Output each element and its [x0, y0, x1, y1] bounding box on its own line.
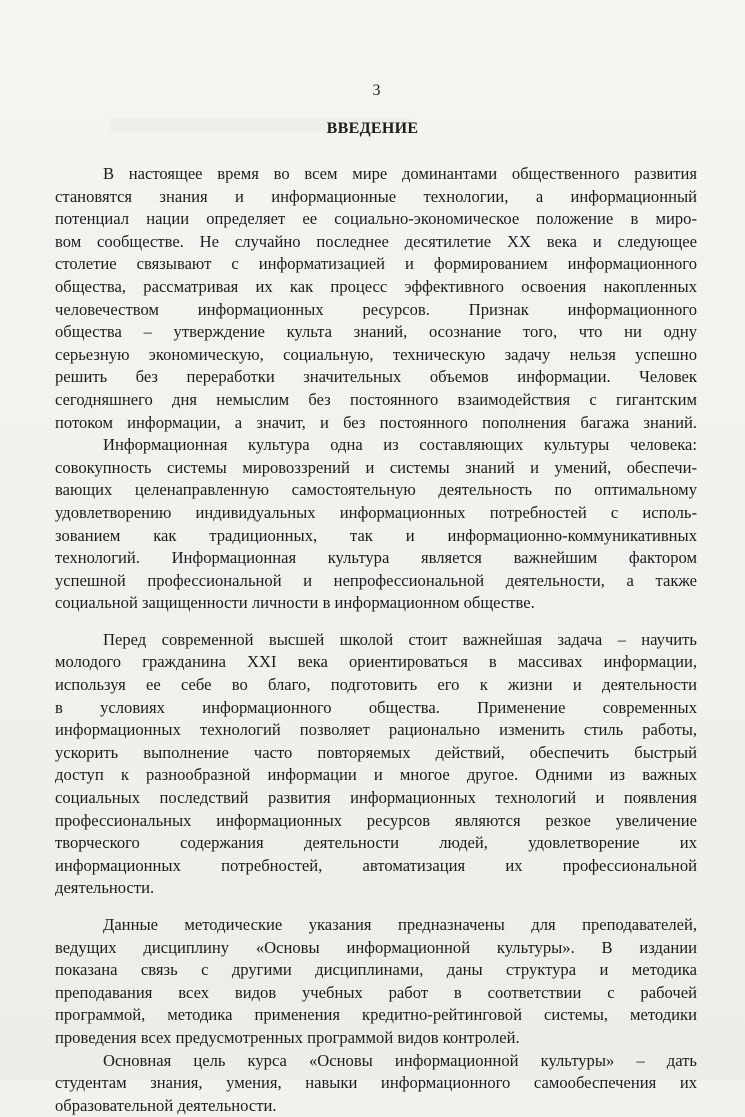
- paragraph-2: [55, 434, 697, 615]
- text-line: Перед современной высшей школой стоит важнейшая задача – научить: [103, 629, 697, 649]
- text-line: общества, рассматривая их как процесс эффективного освоения накопленных: [55, 276, 697, 296]
- text-line: вом сообществе. Не случайно последнее десятилетие XX века и следующее: [55, 231, 697, 251]
- text-line: Данные методические указания предназначены для преподавателей,: [103, 915, 697, 934]
- text-line: Основная цель курса «Основы информационной культуры» – дать: [103, 1050, 697, 1070]
- paragraph-5: [55, 1050, 697, 1117]
- text-line: ускорить выполнение часто повторяемых действий, обеспечить быстрый: [55, 742, 697, 762]
- paragraph-spacing: [55, 900, 697, 914]
- text-line: вающих целенаправленную самостоятельную деятельность по оптимальному: [55, 480, 697, 500]
- page-title: ВВЕДЕНИЕ: [326, 120, 419, 137]
- text-line: Информационная культура одна из составляющих культуры человека:: [103, 435, 697, 455]
- text-line: информационных технологий позволяет рационально изменить стиль работы,: [55, 720, 697, 740]
- text-line: успешной профессиональной и непрофессиональной деятельности, а также: [55, 570, 697, 590]
- text-line: деятельности.: [55, 878, 155, 898]
- text-line: ведущих дисциплину «Основы информационной культуры». В издании: [55, 937, 697, 957]
- text-line: решить без переработки значительных объемов информации. Человек: [55, 367, 697, 387]
- paragraph-1: [55, 163, 697, 434]
- text-line: сегодняшнего дня немыслим без постоянного взаимодействия с гигантским: [55, 389, 697, 409]
- paragraph-4: [55, 914, 697, 1050]
- text-line: молодого гражданина XXI века ориентироваться в массивах информации,: [55, 652, 697, 672]
- text-line: серьезную экономическую, социальную, техническую задачу нельзя успешно: [55, 344, 697, 364]
- text-line: преподавания всех видов учебных работ в соответствии с рабочей: [55, 982, 697, 1002]
- text-line: совокупность системы мировоззрений и системы знаний и умений, обеспечи-: [55, 457, 697, 477]
- text-line: В настоящее время во всем мире доминантами общественного развития: [103, 164, 697, 183]
- text-line: социальных последствий развития информационных технологий и появления: [55, 788, 697, 808]
- text-line: зованием как традиционных, так и информационно-коммуникативных: [55, 525, 697, 545]
- paragraph-spacing: [55, 615, 697, 629]
- text-line: удовлетворению индивидуальных информационных потребностей с исполь-: [55, 502, 697, 522]
- text-line: в условиях информационного общества. Применение современных: [55, 697, 697, 717]
- text-line: студентам знания, умения, навыки информационного самообеспечения их: [55, 1073, 697, 1093]
- text-line: человечеством информационных ресурсов. Признак информационного: [55, 299, 697, 319]
- text-line: становятся знания и информационные технологии, а информационный: [55, 186, 697, 206]
- body-text: [55, 163, 697, 1117]
- text-line: потенциал нации определяет ее социально-экономическое положение в миро-: [55, 209, 697, 229]
- text-line: общества – утверждение культа знаний, осознание того, что ни одну: [55, 322, 697, 342]
- text-line: показана связь с другими дисциплинами, даны структура и методика: [55, 960, 697, 980]
- text-line: столетие связывают с информатизацией и формированием информационного: [55, 254, 697, 274]
- text-line: социальной защищенности личности в информационном обществе.: [55, 593, 535, 613]
- text-line: программой, методика применения кредитно-рейтинговой системы, методики: [55, 1005, 697, 1025]
- text-line: доступ к разнообразной информации и многое другое. Одними из важных: [55, 765, 697, 785]
- page-number: 3: [372, 82, 381, 99]
- text-line: проведения всех предусмотренных программой видов контролей.: [55, 1027, 520, 1047]
- text-line: технологий. Информационная культура является важнейшим фактором: [55, 548, 697, 568]
- text-line: творческого содержания деятельности людей, удовлетворение их: [55, 833, 697, 853]
- text-line: используя ее себе во благо, подготовить его к жизни и деятельности: [55, 675, 697, 695]
- paragraph-3: [55, 629, 697, 900]
- text-line: образовательной деятельности.: [55, 1095, 277, 1115]
- text-line: профессиональных информационных ресурсов являются резкое увеличение: [55, 810, 697, 830]
- text-line: потоком информации, а значит, и без постоянного пополнения багажа знаний.: [55, 412, 697, 432]
- text-line: информационных потребностей, автоматизация их профессиональной: [55, 855, 697, 875]
